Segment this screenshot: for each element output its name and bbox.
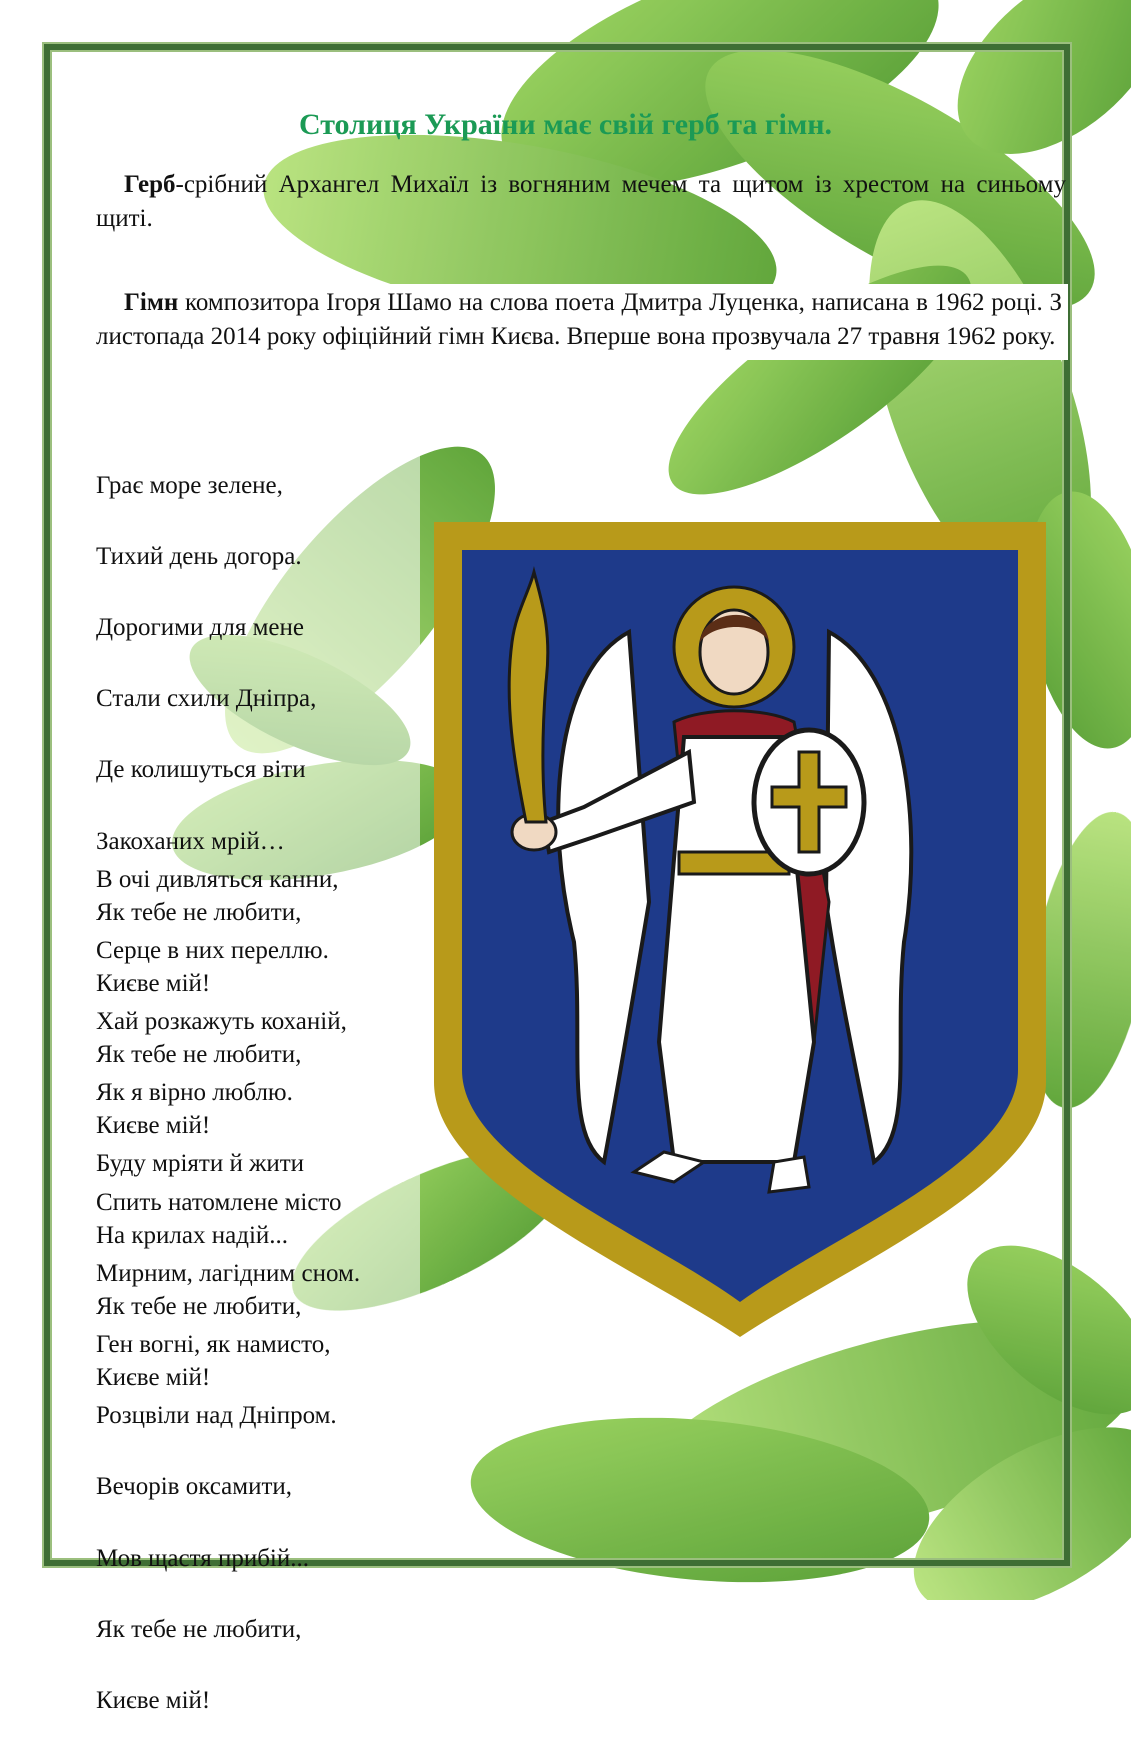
verse-line: На крилах надій... (96, 1221, 289, 1249)
verse-line: Закоханих мрій… (96, 827, 285, 855)
verse-line: Спить натомлене місто (96, 1188, 342, 1216)
verse-line: Розцвіли над Дніпром. (96, 1402, 337, 1430)
verse-line: Дорогими для мене (96, 613, 304, 641)
verse-line: Стали схили Дніпра, (96, 685, 317, 713)
coat-term: Герб (124, 171, 176, 198)
page-title: Столиця України має свій герб та гімн. (298, 108, 833, 141)
verse-line: Як я вірно люблю. (96, 1079, 293, 1107)
verse-line: Як тебе не любити, (96, 1615, 302, 1643)
verse-line: Як тебе не любити, (96, 1292, 302, 1320)
anthem-paragraph (96, 284, 1068, 360)
verse-line: Де колишуться віти (96, 756, 306, 784)
kyiv-coat-of-arms-image (434, 522, 1046, 1337)
verse-line: Хай розкажуть коханій, (96, 1007, 347, 1035)
verse-line: Києве мій! (96, 1112, 211, 1140)
verse-line: Мирним, лагідним сном. (96, 1259, 361, 1287)
verse-line: Грає море зелене, (96, 471, 283, 499)
verse-line: Києве мій! (96, 1363, 211, 1391)
coat-of-arms-paragraph (96, 168, 1066, 236)
verse-line: Ген вогні, як намисто, (96, 1330, 331, 1358)
anthem-term: Гімн (124, 289, 179, 316)
verse-line: Києве мій! (96, 969, 211, 997)
verse-line: Як тебе не любити, (96, 1041, 302, 1069)
verse-line: Мов щастя прибій... (96, 1544, 310, 1572)
anthem-verse-3 (96, 1149, 456, 1754)
anthem-description: композитора Ігоря Шамо на слова поета Дмитра Луценка, написана в 1962 році. З листопада 2014 року офіційний гімн Києва. Вперше вона прозвучала 27 травня 1962 року. (96, 289, 1062, 350)
verse-line: В очі дивляться канни, (96, 865, 339, 893)
verse-line: Києве мій! (96, 1686, 211, 1714)
verse-line: Вечорів оксамити, (96, 1473, 292, 1501)
coat-description: -срібний Архангел Михаїл із вогняним мечем та щитом із хрестом на синьому щиті. (96, 171, 1066, 232)
verse-line: Серце в них переллю. (96, 936, 329, 964)
verse-line: Як тебе не любити, (96, 898, 302, 926)
verse-line: Буду мріяти й жити (96, 1150, 305, 1178)
verse-line: Тихий день догора. (96, 542, 302, 570)
